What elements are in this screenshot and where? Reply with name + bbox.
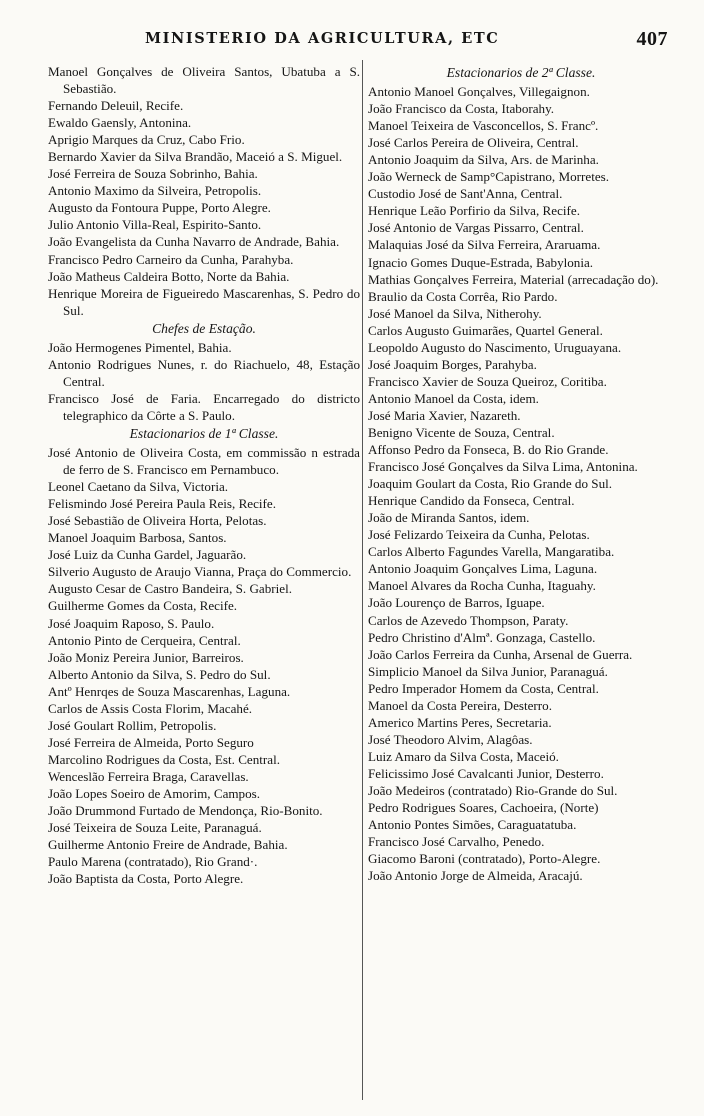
list-item: Leopoldo Augusto do Nascimento, Uruguayana. xyxy=(368,339,622,355)
list-item: José Joaquim Borges, Parahyba. xyxy=(368,356,537,372)
list-item: José Manoel da Silva, Nitherohy. xyxy=(368,305,542,321)
list-item: José Antonio de Vargas Pissarro, Central. xyxy=(368,220,584,236)
section-heading-1a-classe: Estacionarios de 1ª Classe. xyxy=(129,425,279,441)
list-item: Joaquim Goulart da Costa, Rio Grande do Sul. xyxy=(368,476,613,492)
list-item: José Goulart Rollim, Petropolis. xyxy=(48,717,217,733)
list-item: Francisco Xavier de Souza Queiroz, Coritiba. xyxy=(368,373,607,389)
list-item: João Drummond Furtado de Mendonça, Rio-Bonito. xyxy=(48,803,323,819)
list-item: José Luiz da Cunha Gardel, Jaguarão. xyxy=(48,547,247,563)
list-item: João Medeiros (contratado) Rio-Grande do Sul. xyxy=(368,782,618,798)
entry-list-group1 xyxy=(48,63,360,319)
section-heading-chefes: Chefes de Estação. xyxy=(152,320,256,336)
section-heading-2a-classe: Estacionarios de 2ª Classe. xyxy=(446,65,596,80)
list-item: Julio Antonio Villa-Real, Espirito-Santo. xyxy=(48,217,262,233)
list-item: Affonso Pedro da Fonseca, B. do Rio Grande. xyxy=(368,442,609,458)
list-item: Antonio Joaquim da Silva, Ars. de Marinha. xyxy=(368,152,599,168)
entry-list-2a-classe xyxy=(368,83,674,884)
entry-list-1a-classe xyxy=(48,444,360,887)
list-item: Simplicio Manoel da Silva Junior, Paranaguá. xyxy=(368,663,608,679)
list-item: Benigno Vicente de Souza, Central. xyxy=(368,424,555,440)
list-item: João Antonio Jorge de Almeida, Aracajú. xyxy=(368,868,583,884)
list-item: Pedro Imperador Homem da Costa, Central. xyxy=(368,680,599,696)
list-item: João Francisco da Costa, Itaborahy. xyxy=(368,101,555,117)
list-item: Fernando Deleuil, Recife. xyxy=(48,98,184,114)
list-item: Custodio José de Sant'Anna, Central. xyxy=(368,186,563,202)
list-item: Guilherme Antonio Freire de Andrade, Bahia. xyxy=(48,837,288,853)
list-item: Antonio Joaquim Gonçalves Lima, Laguna. xyxy=(368,561,598,577)
list-item: José Antonio de Oliveira Costa, em commissão n estrada de ferro de S. Francisco em Pernambuco. xyxy=(48,445,360,478)
list-item: João de Miranda Santos, idem. xyxy=(368,510,530,526)
list-item: Giacomo Baroni (contratado), Porto-Alegre. xyxy=(368,851,601,867)
list-item: José Ferreira de Souza Sobrinho, Bahia. xyxy=(48,166,258,182)
list-item: Carlos de Assis Costa Florim, Macahé. xyxy=(48,700,253,716)
list-item: Aprigio Marques da Cruz, Cabo Frio. xyxy=(48,132,245,148)
list-item: Manoel da Costa Pereira, Desterro. xyxy=(368,697,552,713)
list-item: Antonio Manoel da Costa, idem. xyxy=(368,390,539,406)
running-title: MINISTERIO DA AGRICULTURA, ETC xyxy=(145,30,500,47)
list-item: Henrique Moreira de Figueiredo Mascarenhas, S. Pedro do Sul. xyxy=(48,285,360,318)
page-number: 407 xyxy=(636,28,668,50)
page-header xyxy=(40,30,672,56)
list-item: Carlos Augusto Guimarães, Quartel General. xyxy=(368,322,603,338)
list-item: Paulo Marena (contratado), Rio Grand·. xyxy=(48,854,258,870)
entry-list-chefes xyxy=(48,339,360,424)
list-item: José Teixeira de Souza Leite, Paranaguá. xyxy=(48,820,262,836)
list-item: João Lopes Soeiro de Amorim, Campos. xyxy=(48,785,261,801)
list-item: Francisco José Gonçalves da Silva Lima, Antonina. xyxy=(368,459,638,475)
list-item: Augusto da Fontoura Puppe, Porto Alegre. xyxy=(48,200,271,216)
list-item: Carlos de Azevedo Thompson, Paraty. xyxy=(368,612,569,628)
list-item: João Matheus Caldeira Botto, Norte da Bahia. xyxy=(48,268,290,284)
list-item: Wenceslão Ferreira Braga, Caravellas. xyxy=(48,768,249,784)
list-item: Manoel Joaquim Barbosa, Santos. xyxy=(48,530,227,546)
list-item: Leonel Caetano da Silva, Victoria. xyxy=(48,479,229,495)
list-item: João Evangelista da Cunha Navarro de Andrade, Bahia. xyxy=(48,234,340,250)
list-item: Pedro Christino d'Almª. Gonzaga, Castello. xyxy=(368,629,596,645)
list-item: Antonio Manoel Gonçalves, Villegaignon. xyxy=(368,84,590,100)
list-item: Pedro Rodrigues Soares, Cachoeira, (Norte) xyxy=(368,800,599,816)
list-item: Americo Martins Peres, Secretaria. xyxy=(368,714,552,730)
list-item: Antonio Rodrigues Nunes, r. do Riachuelo, 48, Estação Central. xyxy=(48,356,360,389)
list-item: Antonio Pinto de Cerqueira, Central. xyxy=(48,632,241,648)
list-item: Henrique Leão Porfirio da Silva, Recife. xyxy=(368,203,580,219)
list-item: Felicissimo José Cavalcanti Junior, Desterro. xyxy=(368,765,604,781)
list-item: Guilherme Gomes da Costa, Recife. xyxy=(48,598,238,614)
list-item: Felismindo José Pereira Paula Reis, Recife. xyxy=(48,496,277,512)
list-item: Manoel Gonçalves de Oliveira Santos, Ubatuba a S. Sebastião. xyxy=(48,64,360,97)
list-item: Manoel Teixeira de Vasconcellos, S. Francº. xyxy=(368,118,599,134)
list-item: Luiz Amaro da Silva Costa, Maceió. xyxy=(368,748,559,764)
list-item: Antonio Maximo da Silveira, Petropolis. xyxy=(48,183,262,199)
list-item: Marcolino Rodrigues da Costa, Est. Central. xyxy=(48,751,281,767)
list-item: Braulio da Costa Corrêa, Rio Pardo. xyxy=(368,288,558,304)
list-item: José Maria Xavier, Nazareth. xyxy=(368,407,521,423)
list-item: José Ferreira de Almeida, Porto Seguro xyxy=(48,734,254,750)
list-item: Francisco Pedro Carneiro da Cunha, Parahyba. xyxy=(48,251,294,267)
list-item: João Carlos Ferreira da Cunha, Arsenal de Guerra. xyxy=(368,646,633,662)
list-item: Carlos Alberto Fagundes Varella, Mangaratiba. xyxy=(368,544,615,560)
list-item: João Lourenço de Barros, Iguape. xyxy=(368,595,545,611)
list-item: Mathias Gonçalves Ferreira, Material (arrecadação do). xyxy=(368,271,659,287)
list-item: Alberto Antonio da Silva, S. Pedro do Sul. xyxy=(48,666,271,682)
right-column xyxy=(368,63,674,884)
list-item: José Sebastião de Oliveira Horta, Pelotas. xyxy=(48,513,267,529)
list-item: Malaquias José da Silva Ferreira, Araruama. xyxy=(368,237,601,253)
column-divider xyxy=(362,60,363,1100)
list-item: Henrique Candido da Fonseca, Central. xyxy=(368,493,575,509)
list-item: Francisco José Carvalho, Penedo. xyxy=(368,834,545,850)
list-item: Francisco José de Faria. Encarregado do districto telegraphico da Côrte a S. Paulo. xyxy=(48,390,360,423)
list-item: João Werneck de Samp°Capistrano, Morretes. xyxy=(368,169,610,185)
list-item: João Baptista da Costa, Porto Alegre. xyxy=(48,871,244,887)
list-item: João Moniz Pereira Junior, Barreiros. xyxy=(48,649,244,665)
list-item: José Theodoro Alvim, Alagôas. xyxy=(368,731,533,747)
list-item: José Joaquim Raposo, S. Paulo. xyxy=(48,615,215,631)
list-item: Ignacio Gomes Duque-Estrada, Babylonia. xyxy=(368,254,594,270)
list-item: Bernardo Xavier da Silva Brandão, Maceió a S. Miguel. xyxy=(48,149,343,165)
left-column xyxy=(48,63,360,887)
list-item: José Felizardo Teixeira da Cunha, Pelotas. xyxy=(368,527,590,543)
list-item: Ewaldo Gaensly, Antonina. xyxy=(48,115,192,131)
list-item: Silverio Augusto de Araujo Vianna, Praça do Commercio. xyxy=(48,564,352,580)
list-item: João Hermogenes Pimentel, Bahia. xyxy=(48,339,232,355)
list-item: Augusto Cesar de Castro Bandeira, S. Gabriel. xyxy=(48,581,292,597)
list-item: José Carlos Pereira de Oliveira, Central. xyxy=(368,135,579,151)
list-item: Antº Henrqes de Souza Mascarenhas, Laguna. xyxy=(48,683,291,699)
list-item: Manoel Alvares da Rocha Cunha, Itaguahy. xyxy=(368,578,596,594)
list-item: Antonio Pontes Simões, Caraguatatuba. xyxy=(368,817,577,833)
